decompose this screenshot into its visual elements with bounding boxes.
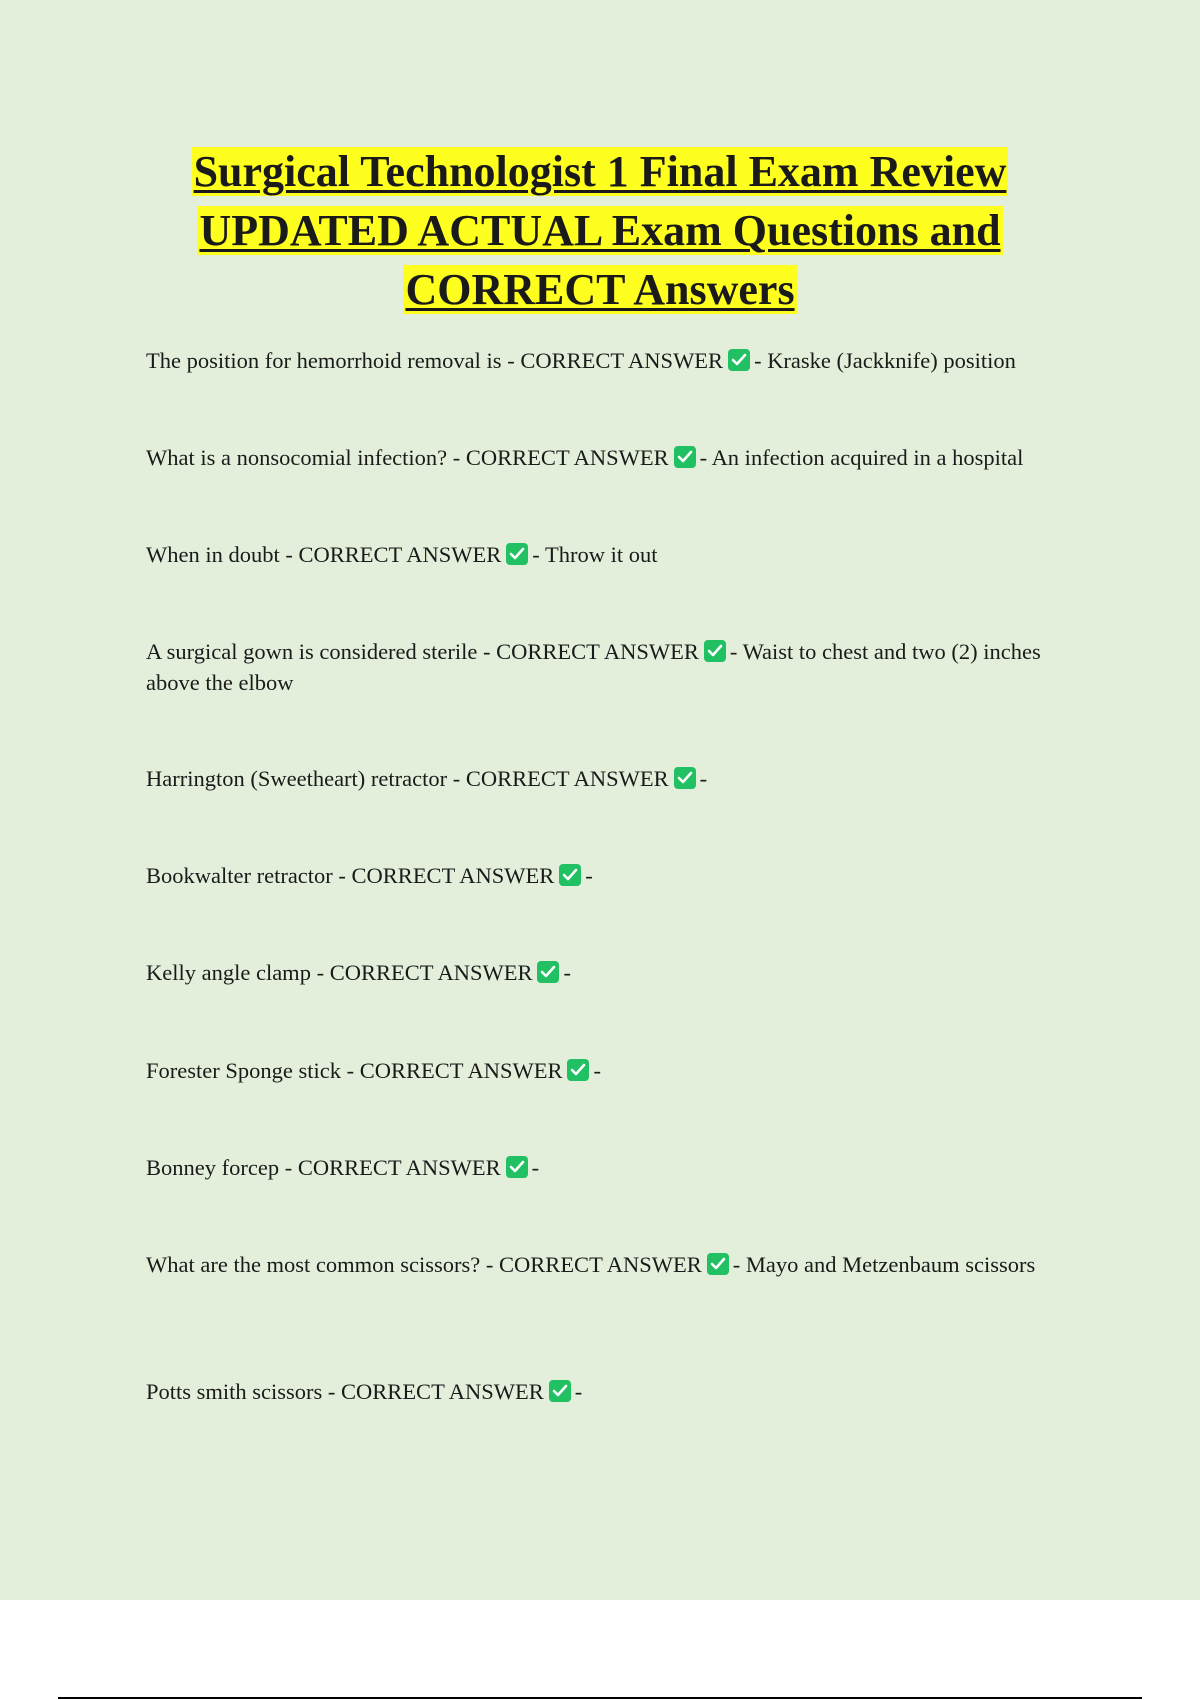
check-mark-icon (728, 349, 750, 371)
qa-item: What are the most common scissors? - CORRECT ANSWER - Mayo and Metzenbaum scissors (146, 1252, 1036, 1277)
answer-text: Mayo and Metzenbaum scissors (745, 1252, 1036, 1277)
check-mark-icon (707, 1253, 729, 1275)
qa-item: Bonney forcep - CORRECT ANSWER - (146, 1155, 540, 1180)
qa-item: Forester Sponge stick - CORRECT ANSWER - (146, 1058, 601, 1083)
check-mark-icon (567, 1059, 589, 1081)
document-title (60, 142, 1140, 319)
title-line-1: Surgical Technologist 1 Final Exam Review (193, 147, 1007, 196)
answer-marker: CORRECT ANSWER (520, 348, 724, 373)
check-mark-icon (559, 864, 581, 886)
question-text: What are the most common scissors? (146, 1252, 481, 1277)
question-text: Bookwalter retractor (146, 863, 333, 888)
check-mark-icon (506, 543, 528, 565)
qa-item: What is a nonsocomial infection? - CORRECT ANSWER - An infection acquired in a hospital (146, 445, 1024, 470)
question-text: The position for hemorrhoid removal is (146, 348, 502, 373)
check-mark-icon (506, 1156, 528, 1178)
question-text: Bonney forcep (146, 1155, 280, 1180)
qa-item: Potts smith scissors - CORRECT ANSWER - (146, 1379, 583, 1404)
answer-marker: CORRECT ANSWER (341, 1379, 544, 1404)
check-mark-icon (674, 446, 696, 468)
answer-marker: CORRECT ANSWER (465, 766, 669, 791)
question-text: Harrington (Sweetheart) retractor (146, 766, 448, 791)
answer-marker: CORRECT ANSWER (465, 445, 669, 470)
qa-item: Harrington (Sweetheart) retractor - CORRECT ANSWER - (146, 766, 708, 791)
answer-marker: CORRECT ANSWER (359, 1058, 563, 1083)
answer-text: Kraske (Jackknife) position (767, 348, 1016, 373)
qa-item: The position for hemorrhoid removal is - CORRECT ANSWER - Kraske (Jackknife) position (146, 348, 1016, 373)
question-text: Kelly angle clamp (146, 960, 311, 985)
check-mark-icon (704, 640, 726, 662)
answer-marker: CORRECT ANSWER (351, 863, 555, 888)
answer-marker: CORRECT ANSWER (297, 1155, 501, 1180)
answer-text: Waist to chest and two (2) inches above the elbow (146, 639, 1041, 695)
answer-marker: CORRECT ANSWER (496, 639, 699, 664)
qa-item: Kelly angle clamp - CORRECT ANSWER - (146, 960, 571, 985)
question-text: When in doubt (146, 542, 280, 567)
question-text: A surgical gown is considered sterile (146, 639, 478, 664)
question-text: What is a nonsocomial infection? (146, 445, 448, 470)
check-mark-icon (549, 1380, 571, 1402)
question-text: Forester Sponge stick (146, 1058, 341, 1083)
answer-marker: CORRECT ANSWER (298, 542, 502, 567)
qa-item: Bookwalter retractor - CORRECT ANSWER - (146, 863, 593, 888)
answer-text: Throw it out (544, 542, 658, 567)
check-mark-icon (537, 961, 559, 983)
answer-marker: CORRECT ANSWER (499, 1252, 702, 1277)
qa-item: A surgical gown is considered sterile - CORRECT ANSWER - Waist to chest and two (2) inches above the elbow (146, 639, 1041, 695)
question-text: Potts smith scissors (146, 1379, 323, 1404)
title-line-3: CORRECT Answers (405, 265, 795, 314)
qa-item: When in doubt - CORRECT ANSWER - Throw it out (146, 542, 658, 567)
answer-marker: CORRECT ANSWER (329, 960, 533, 985)
page-divider (58, 1697, 1142, 1699)
answer-text: An infection acquired in a hospital (711, 445, 1024, 470)
check-mark-icon (674, 767, 696, 789)
title-line-2: UPDATED ACTUAL Exam Questions and (199, 206, 1001, 255)
